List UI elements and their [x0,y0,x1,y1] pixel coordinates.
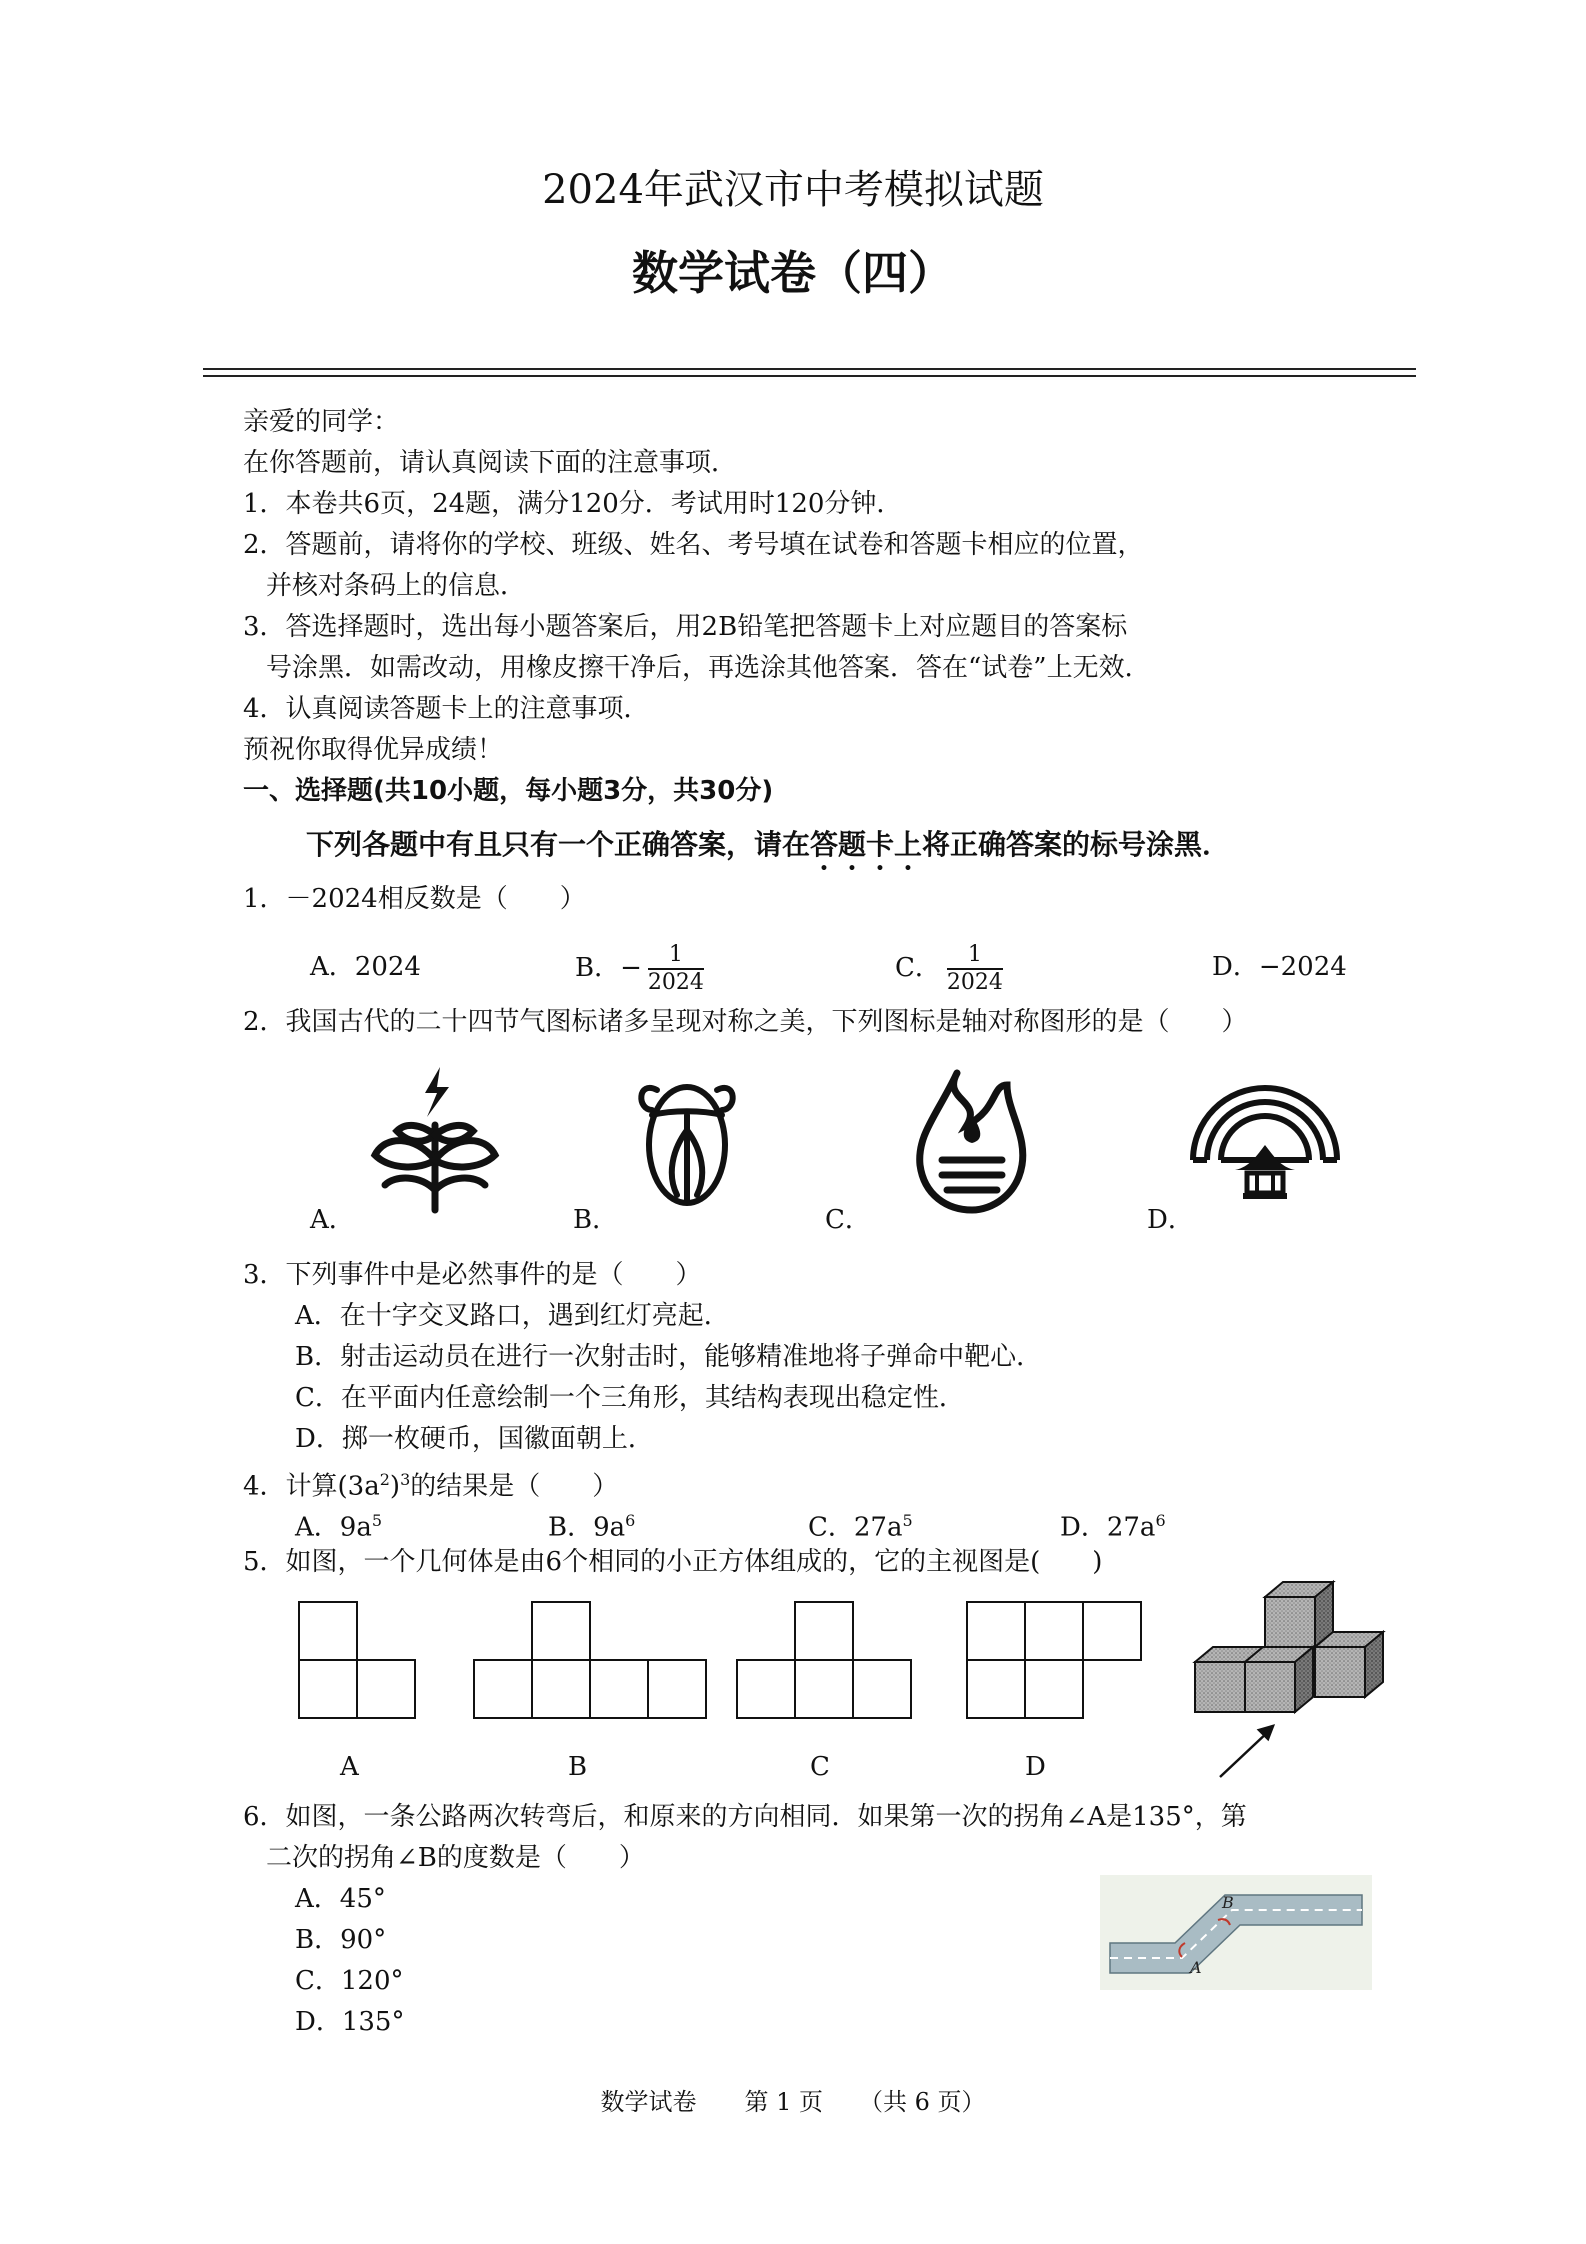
q4-option-c [808,1504,913,1545]
exam-title: 2024年武汉市中考模拟试题 [542,167,1044,213]
notice-item: 1．本卷共6页，24题，满分120分．考试用时120分钟． [243,489,903,519]
numerator: 1 [967,942,982,967]
paper-subtitle: 数学试卷（四） [632,246,954,300]
header-divider-top [203,368,1416,370]
q2-label-b: B． [573,1205,619,1235]
q5-label-b: B [568,1752,588,1782]
q5-solid-figure [1175,1572,1390,1782]
q1-c-prefix: C． [895,953,941,983]
q4-option-b [548,1504,635,1545]
q4-exp2: 3 [400,1470,411,1489]
q3-stem: 3．下列事件中是必然事件的是（ ） [243,1260,702,1290]
instruction-post: 将正确答案的标号涂黑． [922,828,1231,861]
notice-item: 4．认真阅读答题卡上的注意事项． [243,694,650,724]
notice-closing: 预祝你取得优异成绩！ [243,735,504,765]
rainbow-pavilion-icon [1185,1075,1345,1205]
q6-stem-line2: 二次的拐角∠B的度数是（ ） [266,1843,645,1873]
q4-stem-post: 的结果是（ ） [410,1471,619,1502]
q6-stem-line1: 6．如图，一条公路两次转弯后，和原来的方向相同．如果第一次的拐角∠A是135°，第 [243,1802,1247,1832]
instruction-pre: 下列各题中有且只有一个正确答案，请在 [306,828,811,861]
option-exp: 6 [625,1511,636,1530]
q1-option-c [895,938,1003,998]
q3-option-d: D．掷一枚硬币，国徽面朝上． [295,1424,654,1454]
flame-drop-icon [912,1065,1032,1215]
q6-road-figure [1100,1875,1372,1990]
q1-c-fraction [947,942,1003,996]
q5-view-b [472,1600,712,1725]
option-exp: 5 [371,1511,383,1530]
q6-label-a: A [1190,1958,1202,1977]
header-divider-bottom [203,375,1416,377]
option-text: D．27a [1060,1512,1156,1543]
denominator: 2024 [647,970,704,995]
section-heading: 一、选择题(共10小题，每小题3分，共30分) [243,776,774,806]
notice-greeting: 亲爱的同学： [243,407,400,437]
q2-label-c: C． [825,1205,871,1235]
q5-stem: 5．如图，一个几何体是由6个相同的小正方体组成的，它的主视图是( ) [243,1547,1103,1577]
q5-label-d: D [1025,1752,1046,1782]
q2-stem: 2．我国古代的二十四节气图标诸多呈现对称之美，下列图标是轴对称图形的是（ ） [243,1007,1248,1037]
q6-option-a: A．45° [295,1884,386,1914]
option-exp: 5 [902,1511,913,1530]
q3-option-c: C．在平面内任意绘制一个三角形，其结构表现出稳定性． [295,1383,965,1413]
notice-item: 号涂黑．如需改动，用橡皮擦干净后，再选涂其他答案．答在“试卷”上无效． [266,653,1151,683]
instruction-emphasis: 答题卡上 [810,828,923,861]
q1-option-d: D．−2024 [1212,952,1347,982]
denominator: 2024 [946,970,1003,995]
q6-option-c: C．120° [295,1966,404,1996]
q5-view-d [965,1600,1147,1725]
q4-option-d [1060,1504,1166,1545]
page-footer: 数学试卷 第 1 页 （共 6 页） [600,2088,986,2116]
q6-option-d: D．135° [295,2007,405,2037]
notice-item: 并核对条码上的信息． [266,571,527,601]
q4-stem-pre: 4．计算(3a [243,1471,380,1502]
option-text: A．9a [295,1512,372,1543]
option-text: C．27a [808,1512,903,1543]
q3-option-a: A．在十字交叉路口，遇到红灯亮起． [295,1301,730,1331]
q4-option-a [295,1504,382,1545]
notice-item: 3．答选择题时，选出每小题答案后，用2B铅笔把答题卡上对应题目的答案标 [243,612,1128,642]
numerator: 1 [668,942,683,967]
option-text: B．9a [548,1512,626,1543]
q1-b-prefix: B．− [575,953,642,983]
q5-label-c: C [810,1752,830,1782]
q1-stem: 1．－2024相反数是（ ） [243,884,586,914]
q5-view-c [735,1600,915,1725]
q6-label-b: B [1222,1893,1234,1912]
q4-stem [243,1463,618,1504]
q1-option-a: A．2024 [310,952,421,982]
option-exp: 6 [1155,1511,1166,1530]
q4-stem-mid: ) [389,1471,401,1502]
notice-intro: 在你答题前，请认真阅读下面的注意事项． [243,448,738,478]
cicada-icon [632,1070,742,1210]
section-instruction [306,828,1230,877]
sprout-lightning-icon [365,1065,505,1215]
q4-exp1: 2 [379,1470,390,1489]
q1-b-fraction [648,942,704,996]
q5-label-a: A [340,1752,359,1782]
q2-label-d: D． [1147,1205,1194,1235]
q1-option-b [575,938,704,998]
q3-option-b: B．射击运动员在进行一次射击时，能够精准地将子弹命中靶心． [295,1342,1043,1372]
notice-item: 2．答题前，请将你的学校、班级、姓名、考号填在试卷和答题卡相应的位置， [243,530,1144,560]
q6-option-b: B．90° [295,1925,387,1955]
q2-label-a: A． [310,1205,355,1235]
q5-view-a [297,1600,419,1725]
